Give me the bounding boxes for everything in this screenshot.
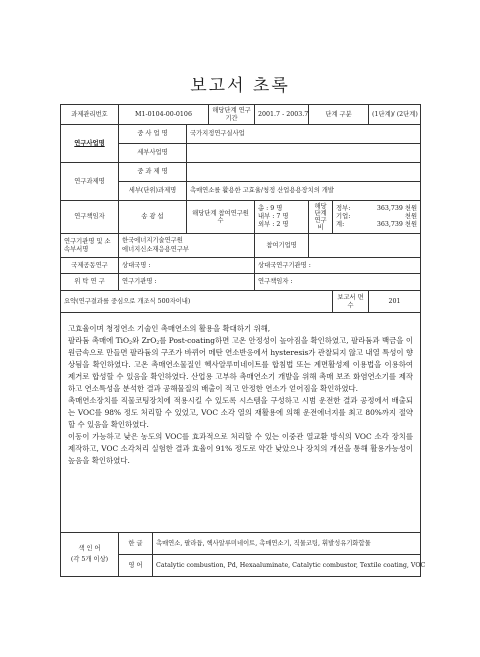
keywords-kor-label: 한 글 [119,533,153,555]
stage-total-cell [390,105,421,125]
stage-label: 단계 구분 [309,105,369,125]
intl-partner-label: 상대국명 : [122,261,151,269]
keywords-kor: 촉매연소, 팔라듐, 헥사알루미네이트, 촉매연소기, 직물코팅, 휘발성유기화합물 [153,533,421,555]
period-value: 2001.7 - 2003.7 [255,105,309,125]
researcher-label: 연구책임자 [61,201,119,234]
budget-total-label: 계: [336,221,345,229]
budget-label: 해당단계 연구비 [309,201,333,234]
budget-total [336,221,417,229]
pages-value: 201 [369,291,421,313]
task-info-row [61,105,421,125]
report-abstract-form [60,104,426,577]
abstract-paragraph-4: 이동이 가능하고 낮은 농도의 VOC를 효과적으로 처리할 수 있는 이중관 열교환 방식의 VOC 소각 장치를 제작하고, VOC 소각처리 실험한 결과 효율이 91% 정도로 약간 낮았으나 장치의 개선을 통해 활용가능성이 높음을 확인하였다. [68,432,414,466]
keywords-eng-label: 영 어 [119,555,153,577]
intl-row [61,258,421,274]
contract-org-label: 연구기관명 : [122,278,157,286]
org-line-1: 한국에너지기술연구원 [122,237,183,245]
period-label: 해당단계 연구기간 [209,105,255,125]
subject-detail-value: 촉매연소를 활용한 고효율/청정 산업용용장치의 개발 [187,182,421,201]
abstract-body [61,313,421,533]
company-value [309,234,421,258]
contract-lead [255,274,421,291]
intl-partner-org [255,258,421,274]
researcher-name: 송 광 섭 [119,201,187,234]
intl-partner [119,258,255,274]
researcher-count-label: 해당단계 참여연구원수 [187,201,255,234]
intl-partner-org-label: 상대국연구기관명 : [258,261,311,269]
count-total: 총 : 9 명 [258,204,283,212]
budget-gov-label: 정부: [336,204,351,212]
org-row [61,234,421,258]
subject-main-label: 중 과 제 명 [119,163,187,182]
budget-company [336,213,417,221]
abstract-paragraph-2: 팔라듐 촉매에 TiO$_2$와 ZrO$_2$를 Post-coating하면 고온 안정성이 높아짐을 확인하였고, 팔라듐과 백금을 이원금속으로 만들면 팔라듐의 구조가 바뀌어 메탄 연소반응에서 hysteresis가 관찰되지 않고 내열 특성이 향상됨을 확인하였다. 고온 촉매연소물질인 헥사알루미네이트를 합침법 또는 계면활성제 이용법을 이용하여 제거로 합성할 수 있음을 확인하였다. 산업용 고부하 촉매연소기 개발을 위해 촉매 보조 화염연소기를 제작하고 연소특성을 분석한 결과 공해물질의 배출이 적고 안정한 연소가 얻어짐을 확인하였다. [68,335,414,394]
researcher-row [61,201,421,234]
summary-label: 요약(연구결과를 중심으로 개조식 500자이내) [61,291,333,313]
subject-main-value [187,163,421,182]
stage-total: (2단계) [396,110,418,118]
subject-detail-label: 세부(단위)과제명 [119,182,187,201]
subject-main-row [61,163,421,182]
keywords-sublabel: (각 5개 이상) [70,555,109,563]
task-no-value: M1-0104-00-0106 [119,105,209,125]
org-value [119,234,255,258]
keywords-eng: Catalytic combustion, Pd, Hexaaluminate, Catalytic combustor, Textile coating, VOC [153,555,421,577]
researcher-counts [255,201,309,234]
budget-gov [336,205,417,213]
project-detail-value [187,144,421,163]
contract-org [119,274,255,291]
project-main-label: 중 사 업 명 [119,125,187,144]
keywords-label: 색 인 어 [78,545,101,553]
project-detail-label: 세부사업명 [119,144,187,163]
summary-header-row [61,291,421,313]
project-main-row [61,125,421,144]
budget-total-value: 363,739 천원 [376,221,418,229]
pages-label: 보고서 면수 [333,291,369,313]
subject-label: 연구과제명 [61,163,119,201]
contract-label: 위 탁 연 구 [61,274,119,291]
budget-values [333,201,421,234]
intl-label: 국제공동연구 [61,258,119,274]
count-internal: 내부 : 7 명 [258,212,289,220]
contract-lead-label: 연구책임자 : [258,278,293,286]
project-label: 연구사업명 [61,125,119,163]
org-label: 연구기관명 및 소속부서명 [61,234,119,258]
budget-company-value: 천원 [404,212,418,220]
report-title: 보고서 초록 [190,76,290,96]
stage-separator: / [392,110,395,118]
abstract-row [61,313,421,533]
budget-gov-value: 363,739 천원 [376,204,418,212]
keywords-label-cell [61,533,119,577]
stage-current: (1단계) [369,105,390,125]
abstract-paragraph-1: 고효율이며 청정연소 기술인 촉매연소의 활용을 확대하기 위해, [68,324,271,333]
project-main-value: 국가지정연구실사업 [187,125,421,144]
company-label: 참여기업명 [255,234,309,258]
budget-company-label: 기업: [336,212,351,220]
count-external: 외부 : 2 명 [258,221,289,229]
abstract-paragraph-3: 촉매연소장치를 직물코팅장치에 적용시킬 수 있도록 시스템을 구성하고 시범 운전한 결과 공정에서 배출되는 VOC를 98% 정도 처리할 수 있었고, VOC 소각 열의 재활용에 의해 운전에너지를 최고 80%까지 절약할 수 있음을 확인하였다. [68,396,414,430]
keywords-kor-row [61,533,421,555]
org-line-2: 에너지신소재응용연구부 [122,245,189,253]
task-no-label: 과제관리번호 [61,105,119,125]
contract-row [61,274,421,291]
